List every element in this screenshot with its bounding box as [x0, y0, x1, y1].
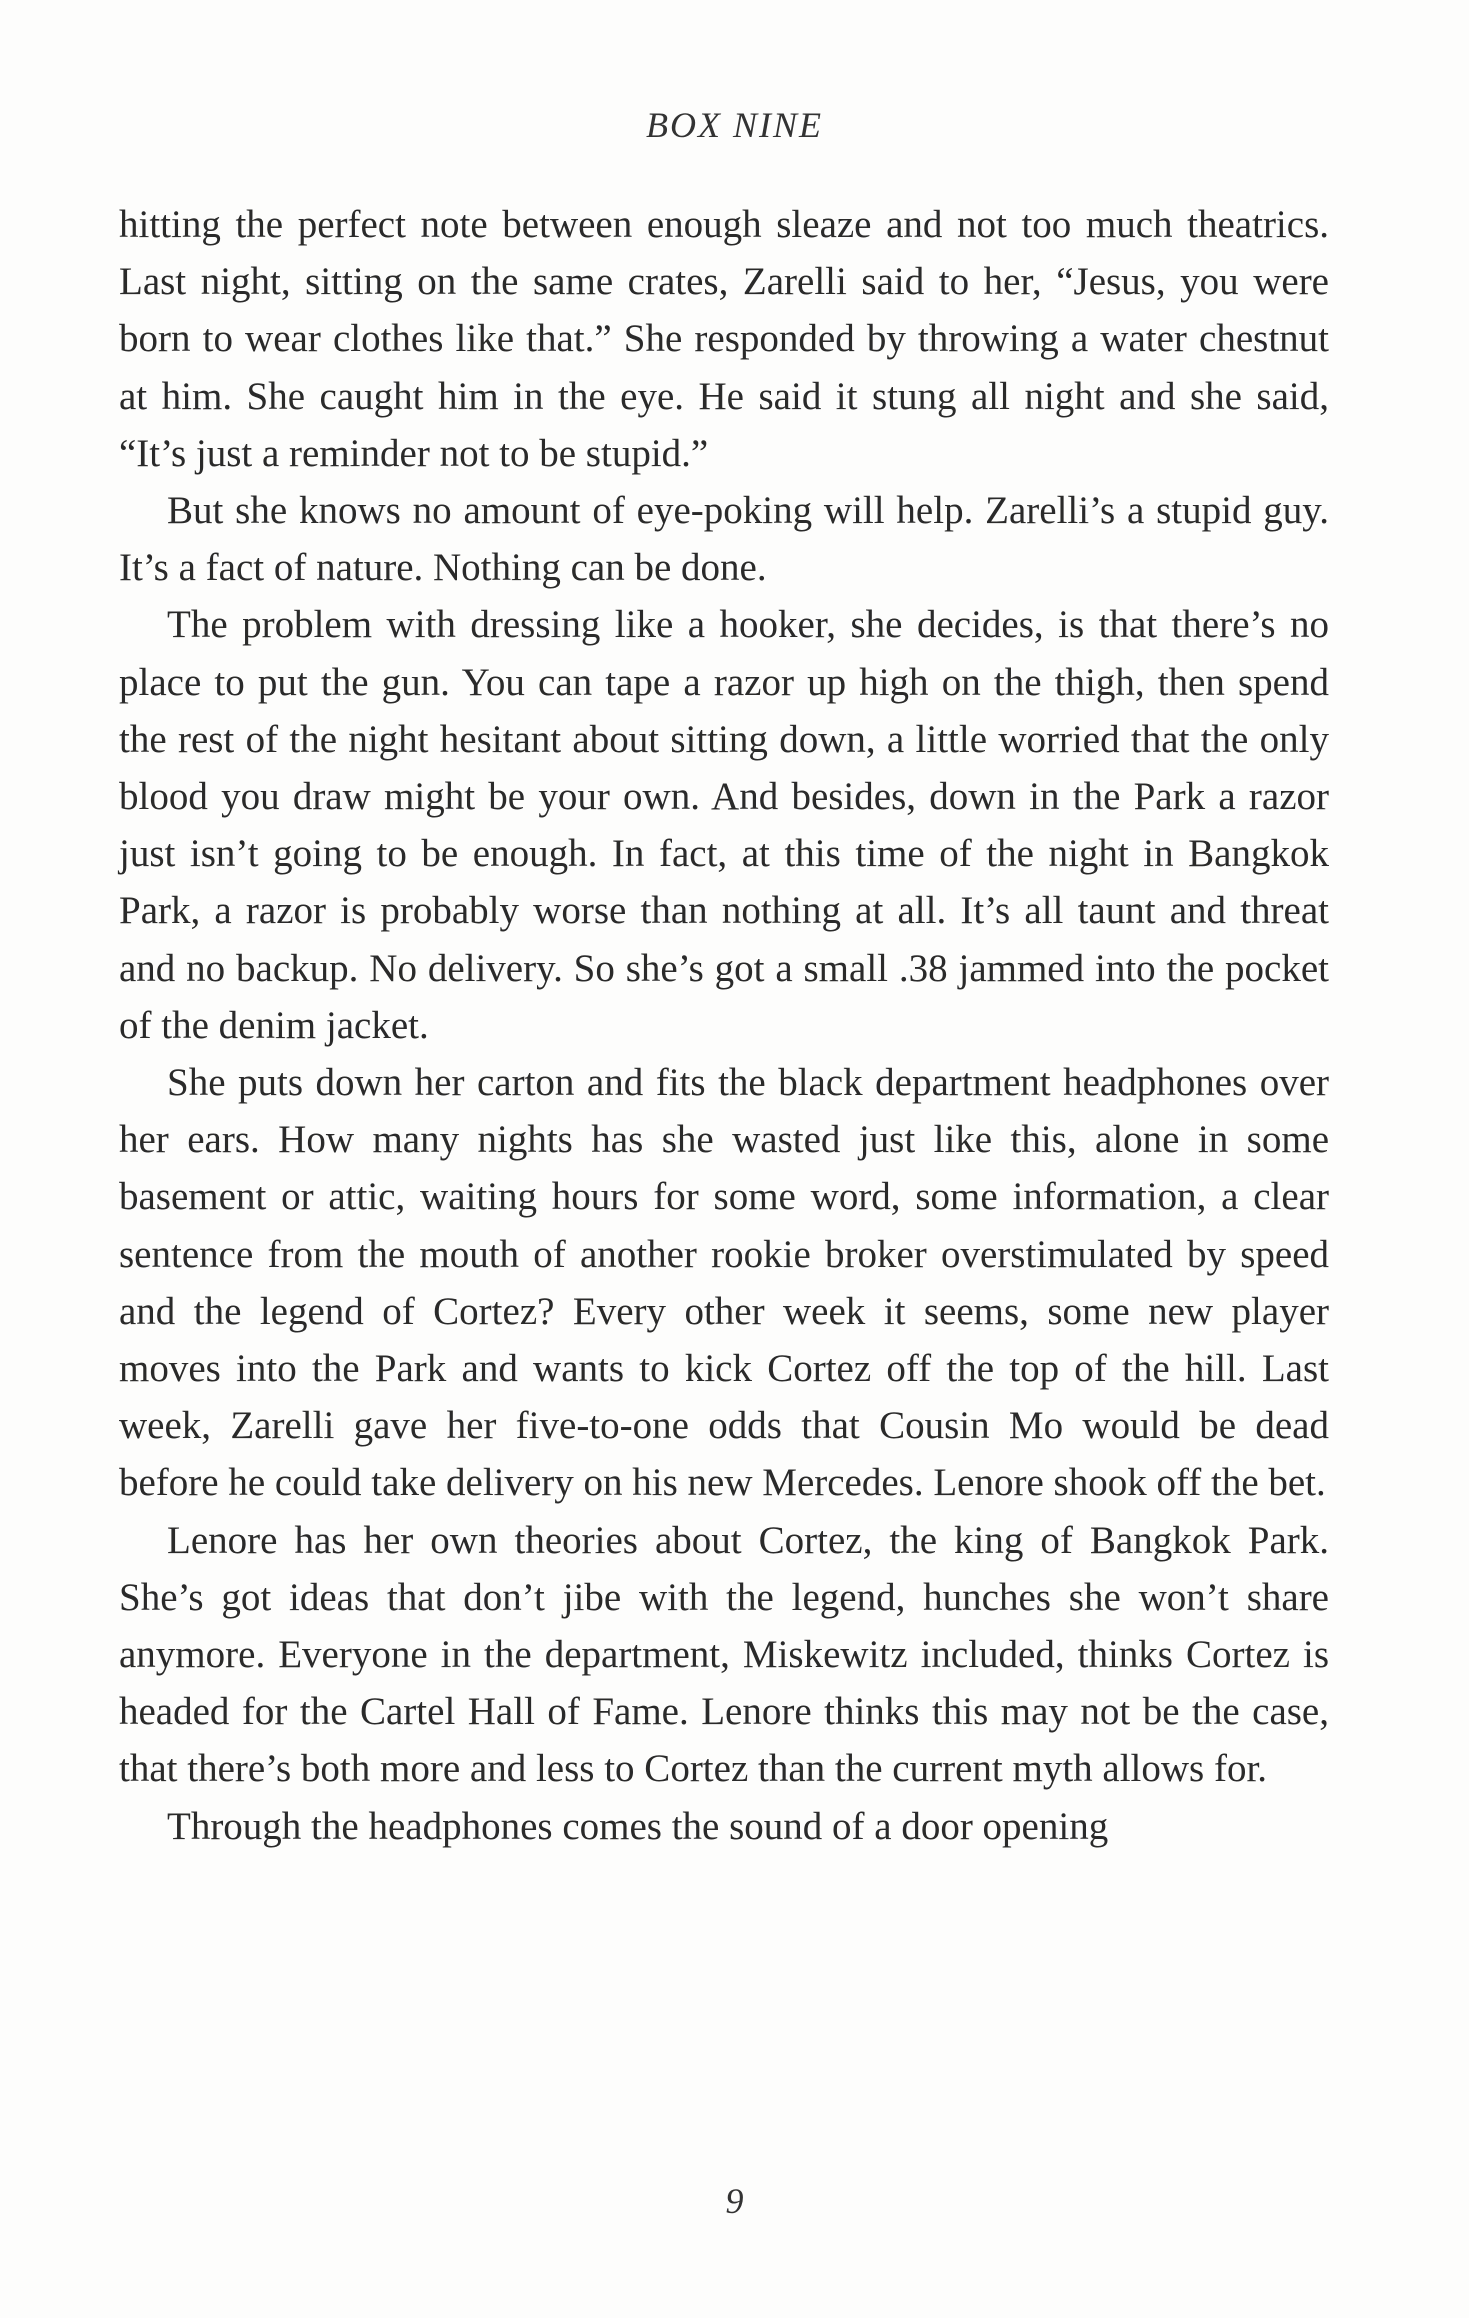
paragraph-4: She puts down her carton and fits the black department headphones over her ears. How many nights has she wasted just like this, alone in some basement or attic, waiting hours for some word, some information, a clear sentence from the mouth of another rookie broker overstimulated by speed and the legend of Cortez? Every other week it seems, some new player moves into the Park and wants to kick Cortez off the top of the hill. Last week, Zarelli gave her five-to-one odds that Cousin Mo would be dead before he could take delivery on his new Mercedes. Lenore shook off the bet.	[119, 1061, 1329, 1505]
paragraph-3: The problem with dressing like a hooker, she decides, is that there’s no place to put the gun. You can tape a razor up high on the thigh, then spend the rest of the night hesitant about sitting down, a little worried that the only blood you draw might be your own. And besides, down in the Park a razor just isn’t going to be enough. In fact, at this time of the night in Bangkok Park, a razor is probably worse than nothing at all. It’s all taunt and threat and no backup. No delivery. So she’s got a small .38 jammed into the pocket of the denim jacket.	[119, 603, 1329, 1047]
page-number: 9	[725, 2181, 744, 2221]
paragraph-2: But she knows no amount of eye-poking will help. Zarelli’s a stupid guy. It’s a fact of nature. Nothing can be done.	[119, 489, 1329, 590]
paragraph-6: Through the headphones comes the sound of a door opening	[167, 1804, 1109, 1848]
paragraph-5: Lenore has her own theories about Cortez, the king of Bangkok Park. She’s got ideas that don’t jibe with the legend, hunches she won’t share anymore. Everyone in the department, Miskewitz included, thinks Cortez is headed for the Cartel Hall of Fame. Lenore thinks this may not be the case, that there’s both more and less to Cortez than the current myth allows for.	[119, 1518, 1329, 1791]
body-text	[119, 196, 1329, 1855]
paragraph-1: hitting the perfect note between enough sleaze and not too much theatrics. Last night, sitting on the same crates, Zarelli said to her, “Jesus, you were born to wear clothes like that.” She responded by throwing a water chestnut at him. She caught him in the eye. He said it stung all night and she said, “It’s just a reminder not to be stupid.”	[119, 203, 1329, 475]
running-head: BOX NINE	[646, 105, 823, 145]
